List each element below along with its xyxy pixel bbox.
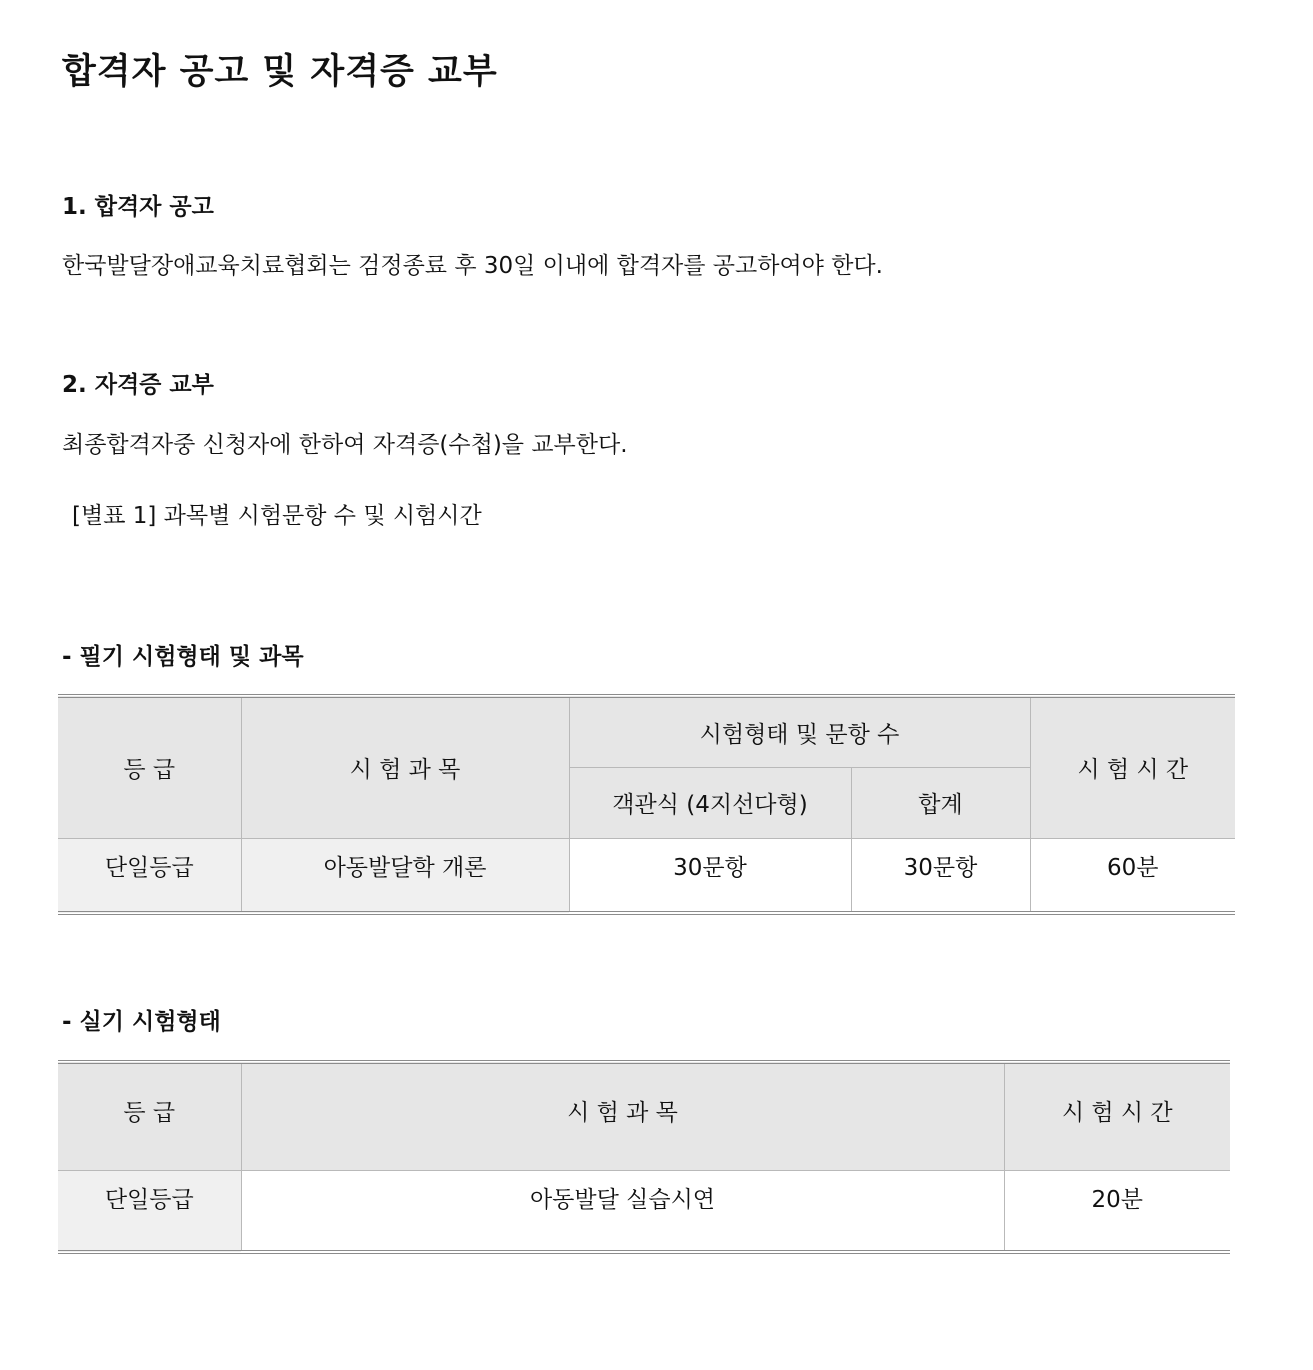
header-time: 시 험 시 간 bbox=[1004, 1062, 1230, 1170]
row-grade: 단일등급 bbox=[58, 1170, 241, 1252]
page-title: 합격자 공고 및 자격증 교부 bbox=[62, 52, 498, 92]
section-body-certificate: 최종합격자중 신청자에 한하여 자격증(수첩)을 교부한다. bbox=[62, 432, 628, 458]
table-row bbox=[58, 838, 1235, 913]
practical-exam-table bbox=[58, 1060, 1230, 1254]
row-total-count: 30문항 bbox=[851, 838, 1030, 913]
header-subject: 시 험 과 목 bbox=[241, 1062, 1004, 1170]
row-time: 20분 bbox=[1004, 1170, 1230, 1252]
written-exam-table bbox=[58, 694, 1235, 915]
practical-exam-heading: - 실기 시험형태 bbox=[62, 1009, 221, 1035]
header-format: 시험형태 및 문항 수 bbox=[569, 696, 1030, 767]
section-body-announcement: 한국발달장애교육치료협회는 검정종료 후 30일 이내에 합격자를 공고하여야 한다. bbox=[62, 253, 883, 279]
row-grade: 단일등급 bbox=[58, 838, 241, 913]
section-heading-certificate: 2. 자격증 교부 bbox=[62, 372, 214, 398]
row-time: 60분 bbox=[1030, 838, 1235, 913]
written-exam-heading: - 필기 시험형태 및 과목 bbox=[62, 644, 304, 670]
row-objective-count: 30문항 bbox=[569, 838, 851, 913]
table-row bbox=[58, 1170, 1230, 1252]
row-subject: 아동발달학 개론 bbox=[241, 838, 569, 913]
header-objective: 객관식 (4지선다형) bbox=[569, 767, 851, 838]
header-total: 합계 bbox=[851, 767, 1030, 838]
section-heading-announcement: 1. 합격자 공고 bbox=[62, 194, 214, 220]
header-grade: 등 급 bbox=[58, 696, 241, 838]
header-subject: 시 험 과 목 bbox=[241, 696, 569, 838]
header-grade: 등 급 bbox=[58, 1062, 241, 1170]
header-time: 시 험 시 간 bbox=[1030, 696, 1235, 838]
annex-caption: [별표 1] 과목별 시험문항 수 및 시험시간 bbox=[72, 503, 482, 529]
row-subject: 아동발달 실습시연 bbox=[241, 1170, 1004, 1252]
